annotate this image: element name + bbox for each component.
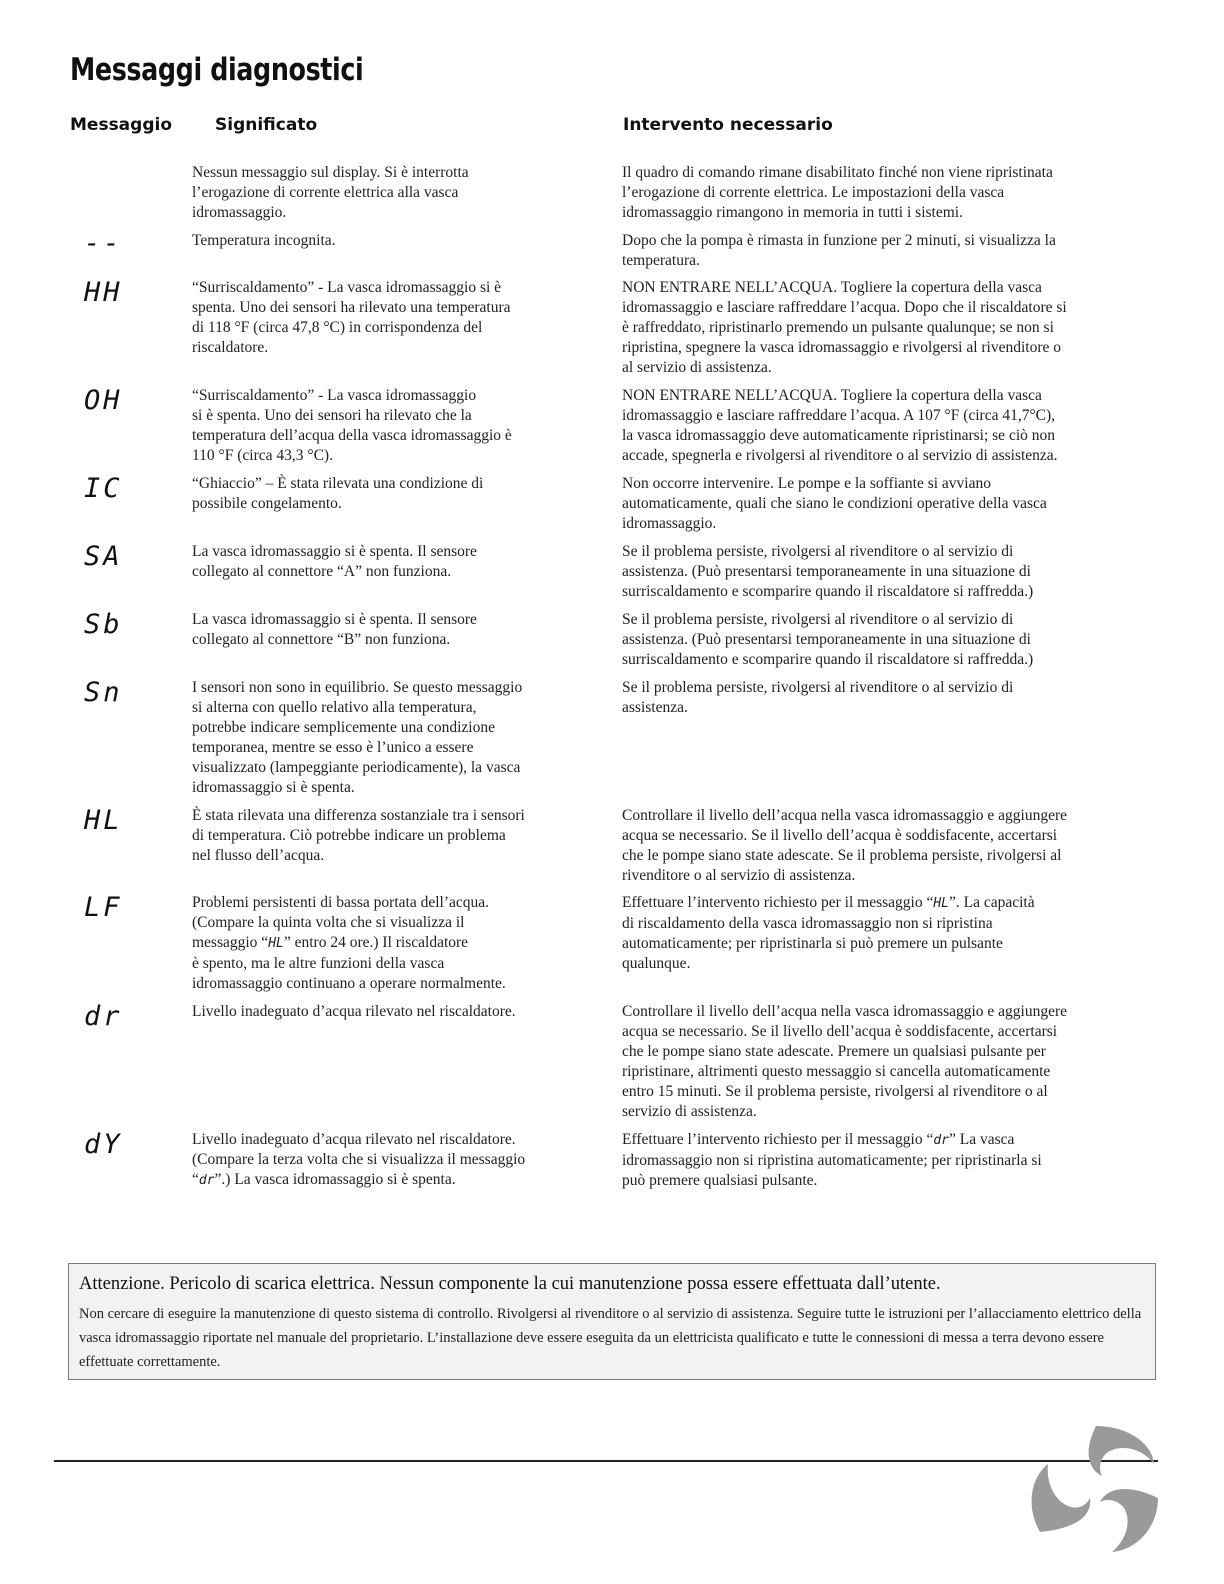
column-header-meaning: Significato	[215, 115, 318, 135]
row-action: NON ENTRARE NELL’ACQUA. Togliere la copertura della vasca idromassaggio e lasciare raffreddare l’acqua. Dopo che il riscaldatore si è raffreddato, ripristinarlo premendo un pulsante qualunque; se non si ripristina, spegnere la vasca idromassaggio e rivolgersi al rivenditore o al servizio di assistenza.	[622, 279, 1067, 376]
row-code: OH	[84, 385, 123, 416]
row-action	[622, 893, 1162, 974]
row-code: IC	[84, 473, 123, 504]
row-code: LF	[84, 892, 123, 923]
warning-text: Non cercare di eseguire la manutenzione di questo sistema di controllo. Rivolgersi al rivenditore o al servizio di assistenza. Seguire tutte le istruzioni per l’allacciamento elettrico della vasca idromassaggio riportate nel manuale del proprietario. L’installazione deve essere eseguita da un elettricista qualificato e tutte le connessioni di messa a terra devono essere effettuate correttamente.	[79, 1306, 1142, 1370]
row-code: Sn	[84, 677, 123, 708]
row-code: dY	[84, 1129, 123, 1160]
row-action: Controllare il livello dell’acqua nella vasca idromassaggio e aggiungere acqua se necessario. Se il livello dell’acqua è soddisfacente, accertarsi che le pompe siano state adescate. Se il problema persiste, rivolgersi al rivenditore o al servizio di assistenza.	[622, 807, 1068, 884]
row-meaning-text: Livello inadeguato d’acqua rilevato nel riscaldatore. (Compare la terza volta che si visualizza il messaggio “	[192, 1131, 526, 1188]
row-action: NON ENTRARE NELL’ACQUA. Togliere la copertura della vasca idromassaggio e lasciare raffreddare l’acqua. A 107 °F (circa 41,7°C), la vasca idromassaggio deve automaticamente ripristinarsi; se ciò non accade, spegnerla e rivolgersi al rivenditore o al servizio di assistenza.	[622, 387, 1058, 464]
row-meaning-text: Problemi persistenti di bassa portata dell’acqua. (Compare la quinta volta che si visualizza il messaggio “	[192, 894, 489, 951]
column-header-message: Messaggio	[70, 115, 172, 135]
warning-box	[68, 1263, 1156, 1380]
row-action-text: ”. La capacità di riscaldamento della vasca idromassaggio non si ripristina automaticamente; per ripristinarla si può premere un pulsante qualunque.	[622, 894, 1035, 972]
row-meaning: Temperatura incognita.	[192, 232, 336, 249]
page-title: Messaggi diagnostici	[70, 52, 364, 88]
row-action: Se il problema persiste, rivolgersi al rivenditore o al servizio di assistenza. (Può presentarsi temporaneamente in una situazione di surriscaldamento e scomparire quando il riscaldatore si raffredda.)	[622, 611, 1034, 668]
inline-code: HL	[268, 936, 284, 951]
swirl-logo-icon	[1030, 1424, 1160, 1554]
row-code: dr	[84, 1001, 123, 1032]
row-meaning: “Surriscaldamento” - La vasca idromassaggio si è spenta. Uno dei sensori ha rilevato una temperatura di 118 °F (circa 47,8 °C) in corrispondenza del riscaldatore.	[192, 279, 511, 356]
row-action	[622, 1130, 1162, 1191]
footer-divider	[54, 1460, 1158, 1462]
row-action: Se il problema persiste, rivolgersi al rivenditore o al servizio di assistenza. (Può presentarsi temporaneamente in una situazione di surriscaldamento e scomparire quando il riscaldatore si raffredda.)	[622, 543, 1034, 600]
row-action-text: Effettuare l’intervento richiesto per il messaggio “	[622, 894, 934, 911]
row-meaning: “Ghiaccio” – È stata rilevata una condizione di possibile congelamento.	[192, 475, 484, 512]
row-action-text: Effettuare l’intervento richiesto per il messaggio “	[622, 1131, 934, 1148]
row-meaning: La vasca idromassaggio si è spenta. Il sensore collegato al connettore “B” non funziona.	[192, 611, 477, 648]
row-action: Se il problema persiste, rivolgersi al rivenditore o al servizio di assistenza.	[622, 679, 1014, 716]
row-meaning: I sensori non sono in equilibrio. Se questo messaggio si alterna con quello relativo alla temperatura, potrebbe indicare semplicemente una condizione temporanea, mentre se esso è l’unico a essere visualizzato (lampeggiante periodicamente), la vasca idromassaggio si è spenta.	[192, 679, 523, 796]
row-code: SA	[84, 541, 123, 572]
row-action-text: ” La vasca idromassaggio non si ripristina automaticamente; per ripristinarla si può premere qualsiasi pulsante.	[622, 1131, 1042, 1189]
row-code: HH	[84, 277, 123, 308]
inline-code: dr	[198, 1173, 215, 1188]
inline-code: HL	[933, 896, 949, 911]
row-code: HL	[84, 805, 123, 836]
row-meaning: La vasca idromassaggio si è spenta. Il sensore collegato al connettore “A” non funziona.	[192, 543, 477, 580]
row-meaning-text: ” entro 24 ore.) Il riscaldatore è spento, ma le altre funzioni della vasca idromassaggio continuano a operare normalmente.	[192, 934, 506, 992]
row-code: --	[84, 228, 123, 259]
column-header-action: Intervento necessario	[623, 115, 833, 135]
row-meaning	[192, 893, 602, 994]
row-meaning: È stata rilevata una differenza sostanziale tra i sensori di temperatura. Ciò potrebbe indicare un problema nel flusso dell’acqua.	[192, 807, 525, 864]
row-action: Dopo che la pompa è rimasta in funzione per 2 minuti, si visualizza la temperatura.	[622, 232, 1056, 269]
row-action: Controllare il livello dell’acqua nella vasca idromassaggio e aggiungere acqua se necessario. Se il livello dell’acqua è soddisfacente, accertarsi che le pompe siano state adescate. Premere un qualsiasi pulsante per ripristinare, altrimenti questo messaggio si cancella automaticamente entro 15 minuti. Se il problema persiste, rivolgersi al rivenditore o al servizio di assistenza.	[622, 1003, 1068, 1120]
row-code: Sb	[84, 609, 123, 640]
row-meaning	[192, 1130, 602, 1191]
inline-code: dr	[933, 1133, 949, 1148]
row-meaning: Nessun messaggio sul display. Si è interrotta l’erogazione di corrente elettrica alla vasca idromassaggio.	[192, 164, 469, 221]
row-meaning: Livello inadeguato d’acqua rilevato nel riscaldatore.	[192, 1003, 516, 1020]
row-meaning-text: ”.) La vasca idromassaggio si è spenta.	[214, 1171, 456, 1188]
row-action: Non occorre intervenire. Le pompe e la soffiante si avviano automaticamente, quali che siano le condizioni operative della vasca idromassaggio.	[622, 475, 1047, 532]
row-action: Il quadro di comando rimane disabilitato finché non viene ripristinata l’erogazione di corrente elettrica. Le impostazioni della vasca idromassaggio rimangono in memoria in tutti i sistemi.	[622, 164, 1053, 221]
row-meaning: “Surriscaldamento” - La vasca idromassaggio si è spenta. Uno dei sensori ha rilevato che la temperatura dell’acqua della vasca idromassaggio è 110 °F (circa 43,3 °C).	[192, 387, 512, 464]
warning-title: Attenzione. Pericolo di scarica elettrica. Nessun componente la cui manutenzione possa essere effettuata dall’utente.	[79, 1274, 941, 1294]
